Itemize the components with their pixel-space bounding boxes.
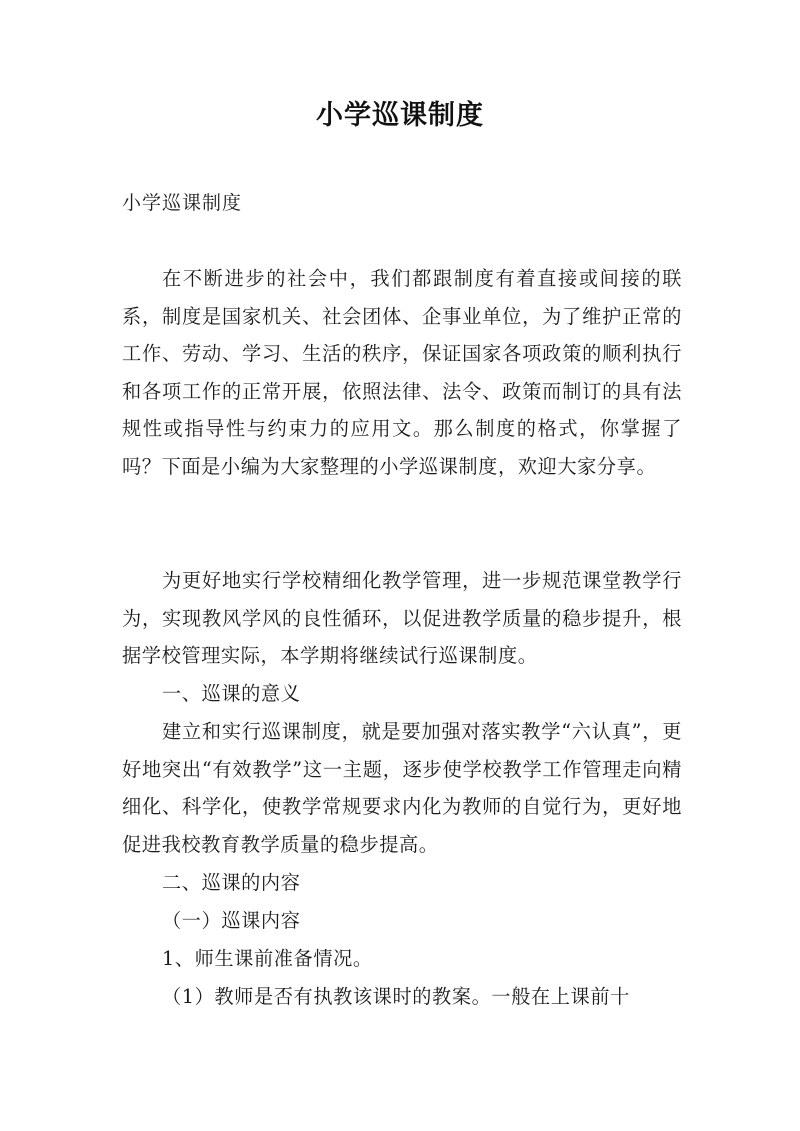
document-title: 小学巡课制度 [316,100,484,131]
item-sub-lesson-plan: （1）教师是否有执教该课时的教案。一般在上课前十 [162,985,630,1008]
document-subtitle: 小学巡课制度 [122,192,243,214]
section-heading-significance: 一、巡课的意义 [162,682,301,705]
purpose-paragraph: 为更好地实行学校精细化教学管理，进一步规范课堂教学行为，实现教风学风的良性循环，以促进教学质量的稳步提升，根据学校管理实际，本学期将继续试行巡课制度。 [122,569,682,668]
item-heading-preparation: 1、师生课前准备情况。 [162,947,373,970]
subsection-heading-content: （一）巡课内容 [162,909,301,932]
intro-paragraph: 在不断进步的社会中，我们都跟制度有着直接或间接的联系，制度是国家机关、社会团体、企事业单位，为了维护正常的工作、劳动、学习、生活的秩序，保证国家各项政策的顺利执行和各项工作的正常开展，依照法律、法令、政策而制订的具有法规性或指导性与约束力的应用文。那么制度的格式，你掌握了吗？下面是小编为大家整理的小学巡课制度，欢迎大家分享。 [122,267,682,478]
significance-paragraph: 建立和实行巡课制度，就是要加强对落实教学“六认真”，更好地突出“有效教学”这一主题，逐步使学校教学工作管理走向精细化、科学化，使教学常规要求内化为教师的自觉行为，更好地促进我校教育教学质量的稳步提高。 [122,720,682,856]
section-heading-content: 二、巡课的内容 [162,871,301,894]
